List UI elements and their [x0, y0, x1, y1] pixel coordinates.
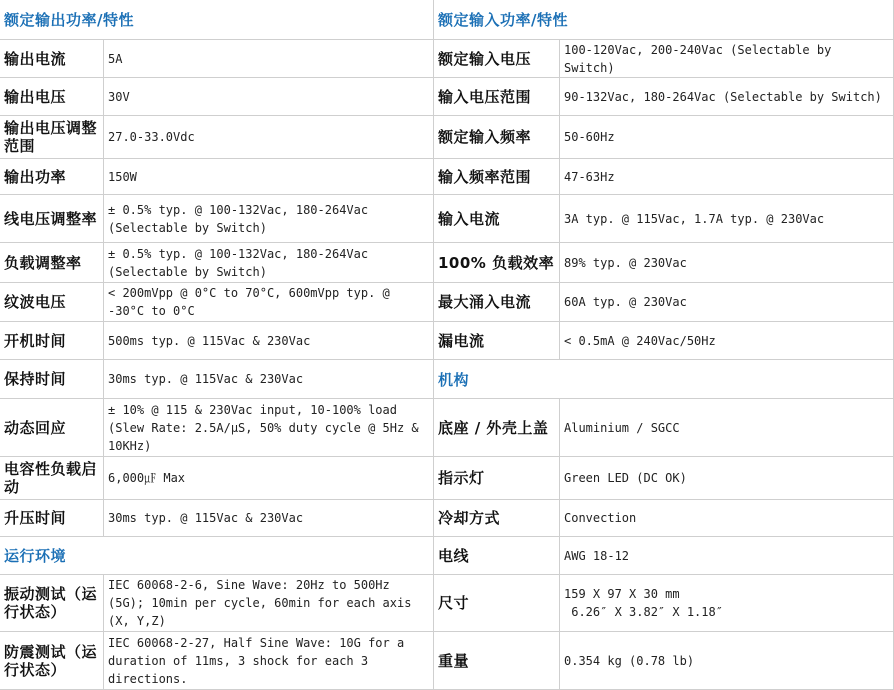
- setup-time-value: 500ms typ. @ 115Vac & 230Vac: [108, 333, 311, 348]
- rated-input-frequency-label: 额定输入频率: [438, 128, 532, 146]
- spec-row-value: [104, 40, 434, 78]
- spec-row-label: [434, 632, 560, 690]
- dimensions-label: 尺寸: [438, 594, 470, 612]
- spec-row-label: [0, 78, 104, 116]
- hold-time-label: 保持时间: [4, 370, 67, 388]
- voltage-adj-range-value: 27.0-33.0Vdc: [108, 130, 195, 144]
- indicator-label: 指示灯: [438, 469, 485, 487]
- chassis-cover-value: Aluminium / SGCC: [564, 420, 680, 435]
- rated-input-voltage-label: 额定输入电压: [438, 49, 532, 68]
- spec-row-value: [560, 40, 894, 78]
- input-section-header: [434, 0, 894, 40]
- load-regulation-label: 负载调整率: [4, 253, 82, 272]
- line-regulation-label: 线电压调整率: [4, 209, 98, 228]
- capacitive-load-label: 电容性负载启动: [4, 460, 98, 496]
- spec-row-value: [104, 159, 434, 195]
- spec-row-label: [0, 159, 104, 195]
- rise-time-value: 30ms typ. @ 115Vac & 230Vac: [108, 511, 304, 525]
- spec-row-value: [560, 322, 894, 360]
- output-current-label: 输出电流: [4, 49, 67, 68]
- input-current-value: 3A typ. @ 115Vac, 1.7A typ. @ 230Vac: [564, 211, 825, 226]
- spec-row-value: [104, 632, 434, 690]
- ripple-noise-value: < 200mVpp @ 0°C to 70°C, 600mVpp typ. @ -30°C to 0°C: [108, 286, 390, 318]
- mech-section-header: [434, 360, 894, 399]
- spec-row-label: [434, 195, 560, 243]
- hold-time-value: 30ms typ. @ 115Vac & 230Vac: [108, 372, 304, 386]
- full-load-efficiency-value: 89% typ. @ 230Vac: [564, 255, 687, 270]
- spec-row-label: [0, 399, 104, 457]
- spec-row-label: [434, 116, 560, 159]
- load-regulation-value: ± 0.5% typ. @ 100-132Vac, 180-264Vac (Selectable by Switch): [108, 246, 369, 279]
- spec-row-label: [434, 457, 560, 500]
- spec-row-value: [560, 632, 894, 690]
- weight-label: 重量: [438, 651, 470, 670]
- spec-row-value: [104, 195, 434, 243]
- input-current-label: 输入电流: [438, 209, 501, 228]
- spec-row-label: [434, 500, 560, 537]
- spec-row-value: [104, 243, 434, 283]
- spec-row-value: [104, 78, 434, 116]
- output-section-header: [0, 0, 434, 40]
- rise-time-label: 升压时间: [4, 509, 67, 527]
- input-frequency-range-label: 输入频率范围: [438, 167, 532, 186]
- env-section-title: 运行环境: [4, 547, 67, 565]
- capacitive-load-value: 6,000㎌ Max: [108, 471, 186, 485]
- indicator-value: Green LED (DC OK): [564, 471, 687, 485]
- output-section-title: 额定输出功率/特性: [4, 11, 134, 29]
- spec-row-label: [0, 40, 104, 78]
- output-power-value: 150W: [108, 169, 137, 184]
- mech-section-title: 机构: [438, 370, 470, 389]
- spec-row-label: [434, 78, 560, 116]
- input-section-title: 额定输入功率/特性: [438, 11, 568, 29]
- spec-row-value: [104, 500, 434, 537]
- voltage-adj-range-label: 输出电压调整范围: [4, 119, 98, 155]
- input-voltage-range-label: 输入电压范围: [438, 87, 532, 106]
- input-frequency-range-value: 47-63Hz: [564, 169, 615, 184]
- spec-row-label: [0, 322, 104, 360]
- setup-time-label: 开机时间: [4, 331, 67, 350]
- spec-row-label: [434, 322, 560, 360]
- inrush-current-value: 60A typ. @ 230Vac: [564, 295, 687, 309]
- cooling-value: Convection: [564, 511, 637, 525]
- spec-row-label: [434, 159, 560, 195]
- spec-row-value: [560, 399, 894, 457]
- spec-row-value: [104, 360, 434, 399]
- spec-row-value: [560, 78, 894, 116]
- spec-row-label: [0, 632, 104, 690]
- spec-row-label: [0, 116, 104, 159]
- env-section-header: [0, 537, 434, 575]
- vibration-test-value: IEC 60068-2-6, Sine Wave: 20Hz to 500Hz (5G); 10min per cycle, 60min for each axis (X, Y,Z): [108, 578, 412, 628]
- spec-row-value: [104, 322, 434, 360]
- spec-row-value: [560, 537, 894, 575]
- spec-row-value: [560, 575, 894, 632]
- wire-value: AWG 18-12: [564, 548, 630, 563]
- line-regulation-value: ± 0.5% typ. @ 100-132Vac, 180-264Vac (Selectable by Switch): [108, 202, 369, 235]
- weight-value: 0.354 kg (0.78 lb): [564, 653, 695, 668]
- output-power-label: 输出功率: [4, 167, 67, 186]
- spec-row-label: [0, 457, 104, 500]
- spec-row-value: [560, 195, 894, 243]
- ripple-noise-label: 纹波电压: [4, 293, 67, 311]
- wire-label: 电线: [438, 546, 470, 565]
- leakage-current-value: < 0.5mA @ 240Vac/50Hz: [564, 333, 716, 348]
- spec-row-label: [434, 537, 560, 575]
- shock-test-value: IEC 60068-2-27, Half Sine Wave: 10G for a duration of 11ms, 3 shock for each 3 directions.: [108, 635, 405, 686]
- leakage-current-label: 漏电流: [438, 331, 485, 350]
- spec-row-label: [0, 360, 104, 399]
- spec-row-label: [434, 399, 560, 457]
- spec-row-label: [0, 575, 104, 632]
- vibration-test-label: 振动测试（运行状态）: [4, 585, 98, 621]
- dynamic-response-value: ± 10% @ 115 & 230Vac input, 10-100% load (Slew Rate: 2.5A/μS, 50% duty cycle @ 5Hz & 10KHz): [108, 402, 419, 453]
- spec-row-value: [560, 283, 894, 322]
- spec-row-value: [104, 283, 434, 322]
- spec-row-value: [560, 159, 894, 195]
- chassis-cover-label: 底座 / 外壳上盖: [438, 418, 549, 437]
- dimensions-value: 159 X 97 X 30 mm 6.26″ X 3.82″ X 1.18″: [564, 587, 723, 619]
- full-load-efficiency-label: 100% 负载效率: [438, 253, 555, 272]
- spec-row-label: [0, 195, 104, 243]
- spec-row-label: [434, 40, 560, 78]
- spec-row-label: [434, 283, 560, 322]
- output-voltage-label: 输出电压: [4, 87, 67, 106]
- inrush-current-label: 最大涌入电流: [438, 293, 532, 311]
- spec-row-value: [560, 243, 894, 283]
- spec-row-label: [0, 243, 104, 283]
- shock-test-label: 防震测试（运行状态）: [4, 642, 98, 679]
- spec-row-value: [560, 457, 894, 500]
- rated-input-voltage-value: 100-120Vac, 200-240Vac (Selectable by Switch): [564, 42, 832, 75]
- input-voltage-range-value: 90-132Vac, 180-264Vac (Selectable by Switch): [564, 89, 882, 104]
- spec-row-value: [104, 116, 434, 159]
- spec-row-label: [434, 243, 560, 283]
- spec-row-label: [0, 283, 104, 322]
- spec-row-value: [560, 116, 894, 159]
- spec-row-label: [0, 500, 104, 537]
- output-current-value: 5A: [108, 51, 123, 66]
- rated-input-frequency-value: 50-60Hz: [564, 130, 615, 144]
- output-voltage-value: 30V: [108, 89, 130, 104]
- spec-row-value: [104, 457, 434, 500]
- spec-row-value: [104, 399, 434, 457]
- dynamic-response-label: 动态回应: [4, 418, 67, 437]
- cooling-label: 冷却方式: [438, 509, 501, 527]
- spec-row-value: [104, 575, 434, 632]
- spec-row-label: [434, 575, 560, 632]
- spec-row-value: [560, 500, 894, 537]
